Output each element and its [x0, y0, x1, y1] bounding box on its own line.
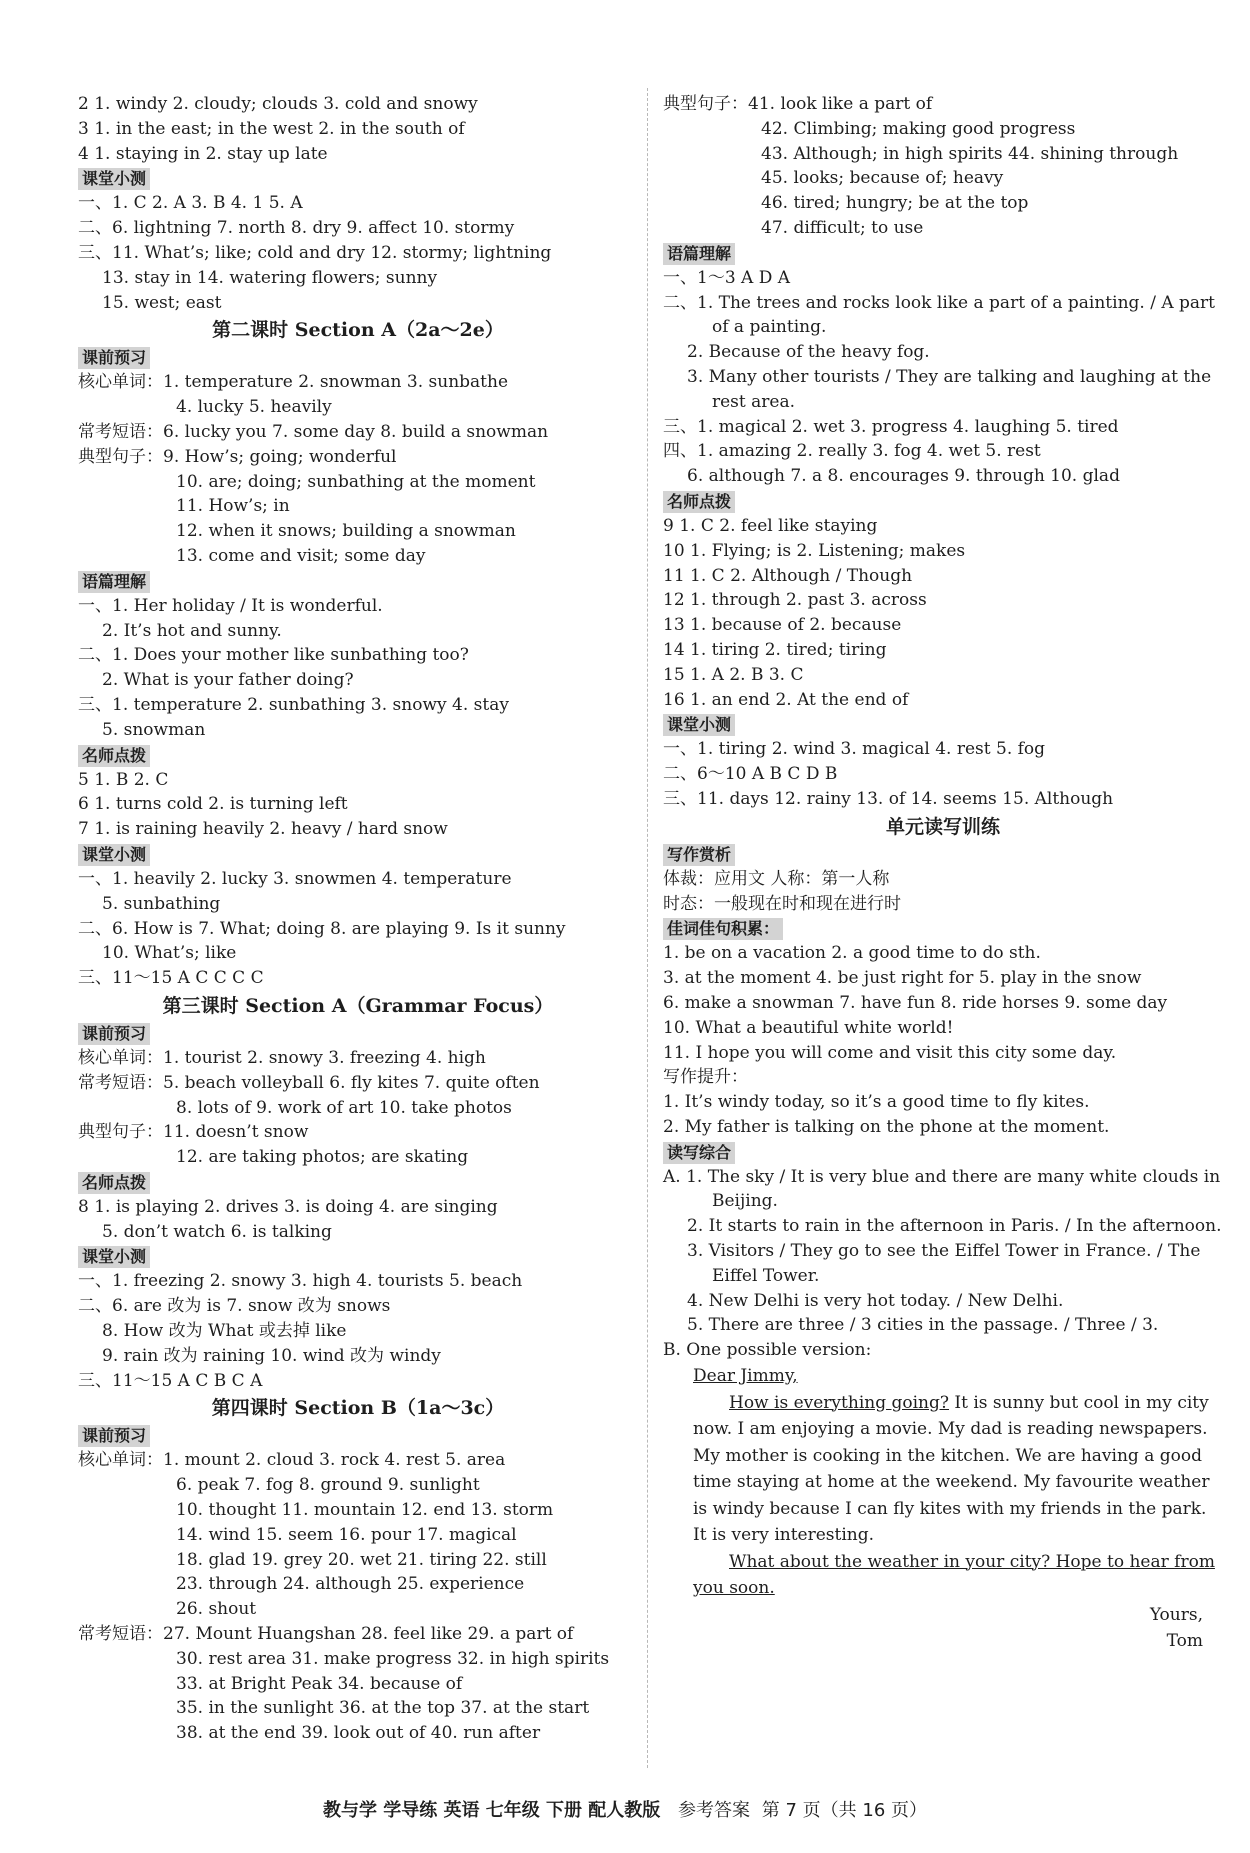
- answer-line: of a painting.: [712, 317, 827, 338]
- answer-line: 常考短语：27. Mount Huangshan 28. feel like 29. a part of: [78, 1624, 574, 1645]
- section-heading: 课堂小测: [78, 1246, 150, 1268]
- answer-line: 6. make a snowman 7. have fun 8. ride horses 9. some day: [663, 992, 1168, 1013]
- section-heading-wrap: [663, 916, 1223, 941]
- answer-line: rest area.: [712, 391, 796, 412]
- answer-line: Beijing.: [712, 1191, 778, 1212]
- answer-line: 二、6. lightning 7. north 8. dry 9. affect 10. stormy: [78, 218, 515, 239]
- answer-line: 二、1. Does your mother like sunbathing too?: [78, 645, 469, 666]
- answer-line: 3 1. in the east; in the west 2. in the south of: [78, 118, 465, 139]
- answer-line: 常考短语：6. lucky you 7. some day 8. build a snowman: [78, 421, 549, 442]
- section-heading-wrap: [663, 241, 1223, 266]
- section-heading: 名师点拨: [78, 745, 150, 767]
- answer-line: 三、1. temperature 2. sunbathing 3. snowy 4. stay: [78, 694, 509, 715]
- answer-line: 13 1. because of 2. because: [663, 615, 902, 636]
- answer-line: 9 1. C 2. feel like staying: [663, 515, 878, 536]
- answer-line: 2. Because of the heavy fog.: [687, 342, 930, 363]
- answer-line: A. 1. The sky / It is very blue and there are many white clouds in: [663, 1166, 1221, 1187]
- answer-line: 10. thought 11. mountain 12. end 13. storm: [176, 1500, 554, 1521]
- answer-line: 1. It’s windy today, so it’s a good time to fly kites.: [663, 1092, 1090, 1113]
- answer-line: 典型句子：11. doesn’t snow: [78, 1122, 309, 1143]
- answer-line: 一、1. C 2. A 3. B 4. 1 5. A: [78, 193, 303, 214]
- footer-section: 参考答案: [678, 1800, 751, 1821]
- answer-line: 18. glad 19. grey 20. wet 21. tiring 22. still: [176, 1549, 547, 1570]
- answer-line: 2 1. windy 2. cloudy; clouds 3. cold and snowy: [78, 94, 478, 114]
- lesson-title: 第三课时 Section A（Grammar Focus）: [162, 994, 554, 1017]
- section-heading: 名师点拨: [663, 491, 735, 513]
- answer-line: 典型句子：41. look like a part of: [663, 94, 933, 114]
- answer-line: 6. peak 7. fog 8. ground 9. sunlight: [176, 1475, 480, 1496]
- answer-line: 9. rain 改为 raining 10. wind 改为 windy: [102, 1345, 441, 1366]
- section-heading-wrap: [78, 1170, 638, 1195]
- section-heading: 写作赏析: [663, 844, 735, 866]
- answer-line: 47. difficult; to use: [761, 217, 924, 238]
- section-heading-wrap: [78, 842, 638, 867]
- answer-line: 二、6. are 改为 is 7. snow 改为 snows: [78, 1296, 391, 1317]
- section-heading: 名师点拨: [78, 1172, 150, 1194]
- letter-paragraph-2: What about the weather in your city? Hope to hear from you soon.: [693, 1551, 1215, 1599]
- section-heading: 读写综合: [663, 1142, 735, 1164]
- section-heading-wrap: [78, 743, 638, 768]
- page-footer: [0, 1796, 1250, 1822]
- answer-line: 45. looks; because of; heavy: [761, 168, 1004, 189]
- answer-line: 三、11～15 A C B C A: [78, 1370, 263, 1391]
- section-heading: 佳词佳句积累：: [663, 918, 783, 940]
- answer-line: 5. don’t watch 6. is talking: [102, 1221, 332, 1242]
- section-heading: 课前预习: [78, 347, 150, 369]
- section-heading-wrap: [663, 1140, 1223, 1165]
- answer-line: 7 1. is raining heavily 2. heavy / hard snow: [78, 819, 448, 840]
- section-heading: 课前预习: [78, 1425, 150, 1447]
- answer-line: 13. come and visit; some day: [176, 545, 426, 566]
- column-divider: [647, 88, 648, 1768]
- answer-line: 一、1. tiring 2. wind 3. magical 4. rest 5. fog: [663, 739, 1046, 760]
- answer-line: 8 1. is playing 2. drives 3. is doing 4. are singing: [78, 1196, 498, 1217]
- lesson-title: 第四课时 Section B（1a～3c）: [211, 1397, 505, 1420]
- answer-line: 26. shout: [176, 1599, 257, 1620]
- answer-line: 核心单词：1. mount 2. cloud 3. rock 4. rest 5. area: [78, 1450, 506, 1471]
- answer-line: 8. lots of 9. work of art 10. take photos: [176, 1097, 512, 1118]
- answer-line: 46. tired; hungry; be at the top: [761, 193, 1029, 214]
- letter-paragraph-1: How is everything going? It is sunny but cool in my city now. I am enjoying a movie. My dad is reading newspapers. My mother is cooking in the kitchen. We are having a good time staying at home at the weekend. My favourite weather is windy because I can fly kites with my friends in the park. It is very interesting.: [693, 1392, 1210, 1546]
- answer-line: 10. What’s; like: [102, 943, 237, 964]
- section-heading-wrap: [78, 166, 638, 191]
- letter-closing: Yours,: [1149, 1604, 1203, 1625]
- answer-line: Eiffel Tower.: [712, 1265, 820, 1286]
- answer-line: 11. I hope you will come and visit this city some day.: [663, 1042, 1117, 1063]
- answer-line: 核心单词：1. tourist 2. snowy 3. freezing 4. high: [78, 1047, 486, 1068]
- answer-line: 4. New Delhi is very hot today. / New Delhi.: [687, 1290, 1064, 1311]
- section-heading-wrap: [663, 489, 1223, 514]
- answer-line: 一、1～3 A D A: [663, 267, 791, 288]
- answer-line: 典型句子：9. How’s; going; wonderful: [78, 446, 397, 467]
- answer-line: B. One possible version:: [663, 1340, 872, 1361]
- answer-line: 二、1. The trees and rocks look like a part of a painting. / A part: [663, 292, 1216, 313]
- answer-line: 写作提升：: [663, 1067, 748, 1088]
- answer-line: 5 1. B 2. C: [78, 769, 169, 790]
- letter-signature: Tom: [1166, 1631, 1203, 1652]
- section-heading-wrap: [78, 1021, 638, 1046]
- answer-line: 4 1. staying in 2. stay up late: [78, 143, 328, 164]
- sample-letter: [663, 1363, 1223, 1655]
- answer-line: 3. Many other tourists / They are talking and laughing at the: [687, 366, 1212, 387]
- letter-greeting: Dear Jimmy,: [693, 1366, 798, 1387]
- answer-line: 3. at the moment 4. be just right for 5. play in the snow: [663, 968, 1142, 989]
- answer-line: 时态：一般现在时和现在进行时: [663, 893, 901, 914]
- answer-line: 三、11. days 12. rainy 13. of 14. seems 15. Although: [663, 788, 1114, 809]
- section-heading-wrap: [78, 1423, 638, 1448]
- answer-line: 3. Visitors / They go to see the Eiffel Tower in France. / The: [687, 1241, 1201, 1262]
- answer-line: 16 1. an end 2. At the end of: [663, 689, 909, 710]
- answer-line: 5. snowman: [102, 719, 206, 740]
- answer-line: 核心单词：1. temperature 2. snowman 3. sunbathe: [78, 372, 509, 393]
- answer-line: 1. be on a vacation 2. a good time to do sth.: [663, 943, 1041, 964]
- answer-line: 2. What is your father doing?: [102, 670, 354, 691]
- answer-line: 四、1. amazing 2. really 3. fog 4. wet 5. rest: [663, 441, 1041, 462]
- answer-line: 10. are; doing; sunbathing at the moment: [176, 471, 536, 492]
- answer-line: 二、6. How is 7. What; doing 8. are playing 9. Is it sunny: [78, 918, 566, 939]
- answer-line: 35. in the sunlight 36. at the top 37. at the start: [176, 1698, 590, 1719]
- footer-page-number: 第 7 页（共 16 页）: [761, 1800, 928, 1821]
- section-heading-wrap: [78, 569, 638, 594]
- answer-line: 一、1. freezing 2. snowy 3. high 4. tourists 5. beach: [78, 1271, 523, 1292]
- answer-line: 14. wind 15. seem 16. pour 17. magical: [176, 1524, 517, 1545]
- left-column: [78, 92, 638, 1746]
- answer-line: 5. sunbathing: [102, 893, 221, 914]
- answer-line: 15 1. A 2. B 3. C: [663, 664, 804, 685]
- answer-line: 38. at the end 39. look out of 40. run after: [176, 1723, 541, 1744]
- section-heading: 语篇理解: [663, 243, 735, 265]
- answer-line: 11 1. C 2. Although / Though: [663, 565, 913, 586]
- lesson-title: 第二课时 Section A（2a～2e）: [212, 319, 504, 342]
- answer-line: 14 1. tiring 2. tired; tiring: [663, 639, 887, 660]
- answer-line: 33. at Bright Peak 34. because of: [176, 1673, 463, 1694]
- answer-line: 体裁：应用文 人称：第一人称: [663, 868, 890, 889]
- answer-line: 4. lucky 5. heavily: [176, 397, 332, 418]
- answer-line: 15. west; east: [102, 292, 222, 313]
- answer-line: 10. What a beautiful white world!: [663, 1017, 954, 1038]
- answer-line: 11. How’s; in: [176, 496, 290, 517]
- answer-line: 2. It starts to rain in the afternoon in Paris. / In the afternoon.: [687, 1216, 1222, 1237]
- answer-line: 6. although 7. a 8. encourages 9. through 10. glad: [687, 466, 1120, 487]
- section-heading: 课堂小测: [78, 844, 150, 866]
- answer-line: 三、11. What’s; like; cold and dry 12. stormy; lightning: [78, 242, 552, 263]
- section-heading-wrap: [78, 345, 638, 370]
- answer-line: 43. Although; in high spirits 44. shining through: [761, 143, 1179, 164]
- answer-line: 12. are taking photos; are skating: [176, 1147, 469, 1168]
- section-heading: 课堂小测: [78, 168, 150, 190]
- answer-line: 一、1. Her holiday / It is wonderful.: [78, 595, 383, 616]
- answer-line: 2. It’s hot and sunny.: [102, 620, 282, 641]
- answer-line: 三、1. magical 2. wet 3. progress 4. laughing 5. tired: [663, 416, 1119, 437]
- answer-line: 42. Climbing; making good progress: [761, 118, 1076, 139]
- answer-line: 23. through 24. although 25. experience: [176, 1574, 525, 1595]
- section-heading: 语篇理解: [78, 571, 150, 593]
- answer-line: 12. when it snows; building a snowman: [176, 521, 516, 542]
- lesson-title: 单元读写训练: [885, 815, 1000, 838]
- answer-line: 5. There are three / 3 cities in the passage. / Three / 3.: [687, 1315, 1159, 1336]
- answer-line: 二、6～10 A B C D B: [663, 764, 838, 785]
- answer-line: 2. My father is talking on the phone at the moment.: [663, 1116, 1110, 1137]
- section-heading: 课堂小测: [663, 714, 735, 736]
- section-heading-wrap: [663, 712, 1223, 737]
- section-heading-wrap: [78, 1244, 638, 1269]
- right-answer-lines: [663, 92, 1223, 1363]
- answer-line: 一、1. heavily 2. lucky 3. snowmen 4. temperature: [78, 868, 512, 889]
- section-heading: 课前预习: [78, 1023, 150, 1045]
- answer-line: 10 1. Flying; is 2. Listening; makes: [663, 540, 966, 561]
- answer-line: 12 1. through 2. past 3. across: [663, 590, 927, 611]
- section-heading-wrap: [663, 842, 1223, 867]
- right-column: [663, 92, 1223, 1655]
- answer-line: 三、11～15 A C C C C: [78, 968, 264, 989]
- footer-book-title: 教与学 学导练 英语 七年级 下册 配人教版: [322, 1800, 661, 1821]
- answer-line: 常考短语：5. beach volleyball 6. fly kites 7. quite often: [78, 1072, 540, 1093]
- answer-line: 30. rest area 31. make progress 32. in high spirits: [176, 1648, 610, 1669]
- answer-line: 6 1. turns cold 2. is turning left: [78, 794, 348, 815]
- answer-line: 8. How 改为 What 或去掉 like: [102, 1321, 347, 1342]
- answer-line: 13. stay in 14. watering flowers; sunny: [102, 267, 438, 288]
